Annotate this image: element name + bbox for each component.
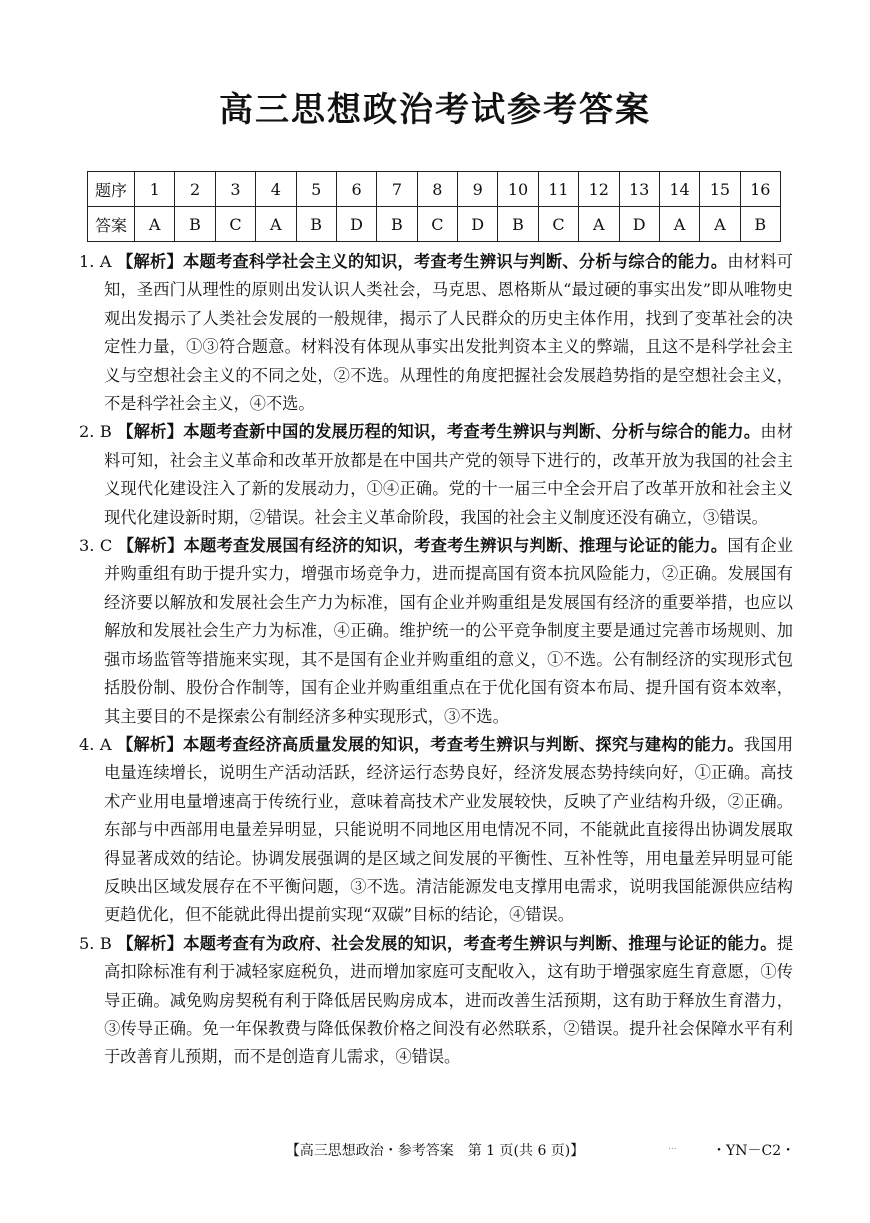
item-body: 由材料可知，圣西门从理性的原则出发认识人类社会，马克思、恩格斯从“最过硬的事实出发”即从唯物史观出发揭示了人类社会发展的一般规律，揭示了人民群众的历史主体作用，找到了变革社会的决定性力量，①③符合题意。材料没有体现从事实出发批判资本主义的弊端，且这不是科学社会主义与空想社会主义的不同之处，②不选。从理性的角度把握社会发展趋势指的是空想社会主义，不是科学社会主义，④不选。 <box>104 252 793 414</box>
question-number-cell: 8 <box>417 172 457 207</box>
question-number-cell: 16 <box>740 172 780 207</box>
page-title: 高三思想政治考试参考答案 <box>219 90 651 130</box>
explanation-item-1 <box>79 248 793 418</box>
question-number-cell: 3 <box>215 172 255 207</box>
item-body: 国有企业并购重组有助于提升实力，增强市场竞争力，进而提高国有资本抗风险能力，②正确。发展国有经济要以解放和发展社会生产力为标准，国有企业并购重组是发展国有经济的重要举措，也应以解放和发展社会生产力为标准，④正确。维护统一的公平竞争制度主要是通过完善市场规则、加强市场监管等措施来实现，其不是国有企业并购重组的意义，①不选。公有制经济的实现形式包括股份制、股份合作制等，国有企业并购重组重点在于优化国有资本布局、提升国有资本效率，其主要目的不是探索公有制经济多种实现形式，③不选。 <box>104 536 793 726</box>
item-label: 4. A <box>79 734 112 754</box>
answer-cell: A <box>659 207 699 242</box>
answer-cell: B <box>296 207 336 242</box>
answer-cell: D <box>458 207 498 242</box>
footer-mark: ... <box>668 1142 677 1152</box>
answer-cell: B <box>175 207 215 242</box>
question-number-cell: 5 <box>296 172 336 207</box>
answer-cell: C <box>538 207 578 242</box>
question-number-cell: 13 <box>619 172 659 207</box>
question-number-cell: 12 <box>579 172 619 207</box>
item-lead: 【解析】本题考查有为政府、社会发展的知识，考查考生辨识与判断、推理与论证的能力。 <box>117 933 777 953</box>
answer-cell: C <box>215 207 255 242</box>
explanation-item-2 <box>79 418 793 532</box>
item-lead: 【解析】本题考查发展国有经济的知识，考查考生辨识与判断、推理与论证的能力。 <box>117 536 728 556</box>
question-number-cell: 7 <box>377 172 417 207</box>
item-lead: 【解析】本题考查科学社会主义的知识，考查考生辨识与判断、分析与综合的能力。 <box>117 252 728 271</box>
footer-page-info: 【高三思想政治・参考答案 第 1 页(共 6 页)】 <box>285 1143 585 1159</box>
answer-cell: D <box>336 207 376 242</box>
question-number-cell: 4 <box>256 172 296 207</box>
question-number-cell: 10 <box>498 172 538 207</box>
question-number-cell: 1 <box>135 172 175 207</box>
explanation-item-3 <box>79 532 793 731</box>
answer-row <box>88 207 781 242</box>
answer-cell: B <box>498 207 538 242</box>
item-lead: 【解析】本题考查经济高质量发展的知识，考查考生辨识与判断、探究与建构的能力。 <box>117 734 744 754</box>
question-number-cell: 15 <box>700 172 740 207</box>
question-number-cell: 2 <box>175 172 215 207</box>
item-label: 3. C <box>79 536 113 556</box>
answer-cell: A <box>256 207 296 242</box>
question-number-cell: 9 <box>458 172 498 207</box>
question-number-cell: 11 <box>538 172 578 207</box>
footer-code: ・YN－C2・ <box>712 1143 796 1159</box>
answer-cell: B <box>740 207 780 242</box>
answer-table <box>87 171 781 242</box>
answer-cell: B <box>377 207 417 242</box>
explanation-list <box>79 248 793 1072</box>
answer-cell: A <box>700 207 740 242</box>
question-number-row <box>88 172 781 207</box>
question-number-cell: 6 <box>336 172 376 207</box>
item-body: 由材料可知，社会主义革命和改革开放都是在中国共产党的领导下进行的，改革开放为我国的社会主义现代化建设注入了新的发展动力，①④正确。党的十一届三中全会开启了改革开放和社会主义现代化建设新时期，②错误。社会主义革命阶段，我国的社会主义制度还没有确立，③错误。 <box>104 422 793 527</box>
answer-cell: A <box>579 207 619 242</box>
item-body: 我国用电量连续增长，说明生产活动活跃，经济运行态势良好，经济发展态势持续向好，①正确。高技术产业用电量增速高于传统行业，意味着高技术产业发展较快，反映了产业结构升级，②正确。东部与中西部用电量差异明显，只能说明不同地区用电情况不同，不能就此直接得出协调发展取得显著成效的结论。协调发展强调的是区域之间发展的平衡性、互补性等，用电量差异明显可能反映出区域发展存在不平衡问题，③不选。清洁能源发电支撑用电需求，说明我国能源供应结构更趋优化，但不能就此得出提前实现“双碳”目标的结论，④错误。 <box>104 734 794 925</box>
item-lead: 【解析】本题考查新中国的发展历程的知识，考查考生辨识与判断、分析与综合的能力。 <box>117 422 761 442</box>
answer-cell: A <box>135 207 175 242</box>
item-label: 2. B <box>79 422 112 442</box>
question-number-cell: 14 <box>659 172 699 207</box>
item-label: 1. A <box>79 252 112 271</box>
answer-header: 答案 <box>88 207 135 242</box>
explanation-item-4 <box>79 731 793 930</box>
answer-cell: D <box>619 207 659 242</box>
item-label: 5. B <box>79 933 112 953</box>
answer-cell: C <box>417 207 457 242</box>
explanation-item-5 <box>79 930 793 1072</box>
question-number-header: 题序 <box>88 172 135 207</box>
item-body: 提高扣除标准有利于减轻家庭税负，进而增加家庭可支配收入，这有助于增强家庭生育意愿，①传导正确。减免购房契税有利于降低居民购房成本，进而改善生活预期，这有助于释放生育潜力，③传导正确。免一年保教费与降低保教价格之间没有必然联系，②错误。提升社会保障水平有利于改善育儿预期，而不是创造育儿需求，④错误。 <box>104 933 793 1067</box>
